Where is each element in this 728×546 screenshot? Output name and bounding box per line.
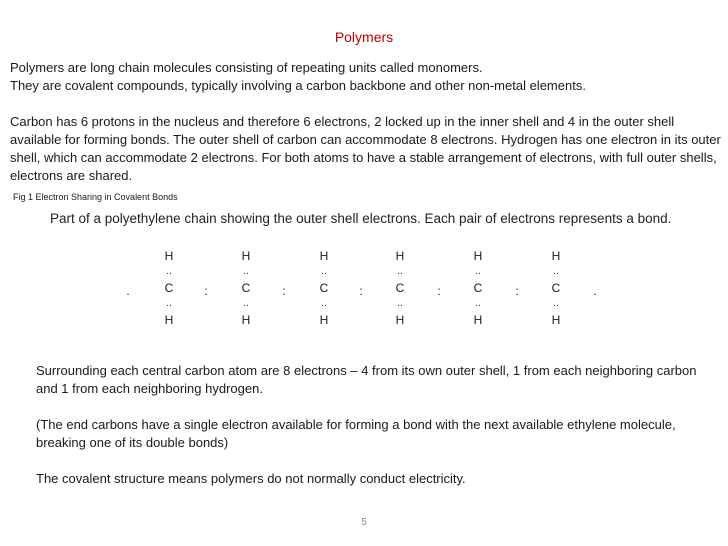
- carbon-bond-5: :: [515, 284, 519, 298]
- carbon-unit-4: [393, 248, 407, 328]
- figure-caption: Fig 1 Electron Sharing in Covalent Bonds: [13, 192, 178, 202]
- carbon-atom: C: [241, 281, 251, 295]
- figure-subtitle: Part of a polyethylene chain showing the outer shell electrons. Each pair of electrons represents a bond.: [50, 211, 672, 226]
- chain-end-right: .: [593, 284, 597, 298]
- carbon-atom: C: [551, 281, 561, 295]
- carbon-bond-1: :: [204, 284, 208, 298]
- carbon-atom: C: [319, 281, 329, 295]
- electron-pair-bottom: ..: [553, 298, 559, 309]
- carbon-unit-2: [239, 248, 253, 328]
- hydrogen-bottom: H: [473, 313, 483, 327]
- explanation-text: [36, 362, 716, 488]
- page-title: Polymers: [334, 29, 394, 45]
- carbon-atom: C: [395, 281, 405, 295]
- electron-pair-bottom: ..: [166, 298, 172, 309]
- electron-pair-top: ..: [553, 266, 559, 277]
- page-number: 5: [361, 517, 367, 528]
- hydrogen-top: H: [551, 249, 561, 263]
- electron-pair-bottom: ..: [397, 298, 403, 309]
- electron-pair-top: ..: [321, 266, 327, 277]
- hydrogen-top: H: [473, 249, 483, 263]
- hydrogen-top: H: [164, 249, 174, 263]
- hydrogen-bottom: H: [241, 313, 251, 327]
- intro-line-2: They are covalent compounds, typically involving a carbon backbone and other non-metal elements.: [10, 78, 586, 93]
- chain-end-left: .: [126, 284, 130, 298]
- intro-paragraph-2: Carbon has 6 protons in the nucleus and therefore 6 electrons, 2 locked up in the inner shell and 4 in the outer shell available for forming bonds. The outer shell of carbon can accommodate 8 electrons. Hydrogen has one electron in its outer shell, which can accommodate 2 electrons. For both atoms to have a stable arrangement of electrons, with full outer shells, electrons are shared.: [10, 114, 721, 183]
- hydrogen-bottom: H: [395, 313, 405, 327]
- hydrogen-bottom: H: [551, 313, 561, 327]
- explanation-paragraph-1: Surrounding each central carbon atom are 8 electrons – 4 from its own outer shell, 1 from each neighboring carbon and 1 from each neighboring hydrogen.: [36, 363, 697, 396]
- carbon-atom: C: [473, 281, 483, 295]
- electron-pair-bottom: ..: [475, 298, 481, 309]
- carbon-unit-1: [162, 248, 176, 328]
- carbon-atom: C: [164, 281, 174, 295]
- electron-pair-top: ..: [166, 266, 172, 277]
- carbon-bond-4: :: [437, 284, 441, 298]
- carbon-unit-6: [549, 248, 563, 328]
- explanation-paragraph-3: The covalent structure means polymers do not normally conduct electricity.: [36, 471, 466, 486]
- intro-paragraph-1: [10, 59, 722, 95]
- carbon-bond-3: :: [359, 284, 363, 298]
- hydrogen-top: H: [395, 249, 405, 263]
- hydrogen-top: H: [241, 249, 251, 263]
- electron-pair-top: ..: [243, 266, 249, 277]
- intro-line-1: Polymers are long chain molecules consisting of repeating units called monomers.: [10, 60, 483, 75]
- carbon-unit-5: [471, 248, 485, 328]
- electron-pair-bottom: ..: [243, 298, 249, 309]
- electron-pair-bottom: ..: [321, 298, 327, 309]
- carbon-unit-3: [317, 248, 331, 328]
- polyethylene-chain-diagram: [0, 248, 728, 338]
- explanation-paragraph-2: (The end carbons have a single electron available for forming a bond with the next available ethylene molecule, breaking one of its double bonds): [36, 417, 676, 450]
- carbon-bond-2: :: [282, 284, 286, 298]
- hydrogen-bottom: H: [164, 313, 174, 327]
- hydrogen-top: H: [319, 249, 329, 263]
- electron-pair-top: ..: [397, 266, 403, 277]
- intro-text: [10, 59, 722, 185]
- electron-pair-top: ..: [475, 266, 481, 277]
- hydrogen-bottom: H: [319, 313, 329, 327]
